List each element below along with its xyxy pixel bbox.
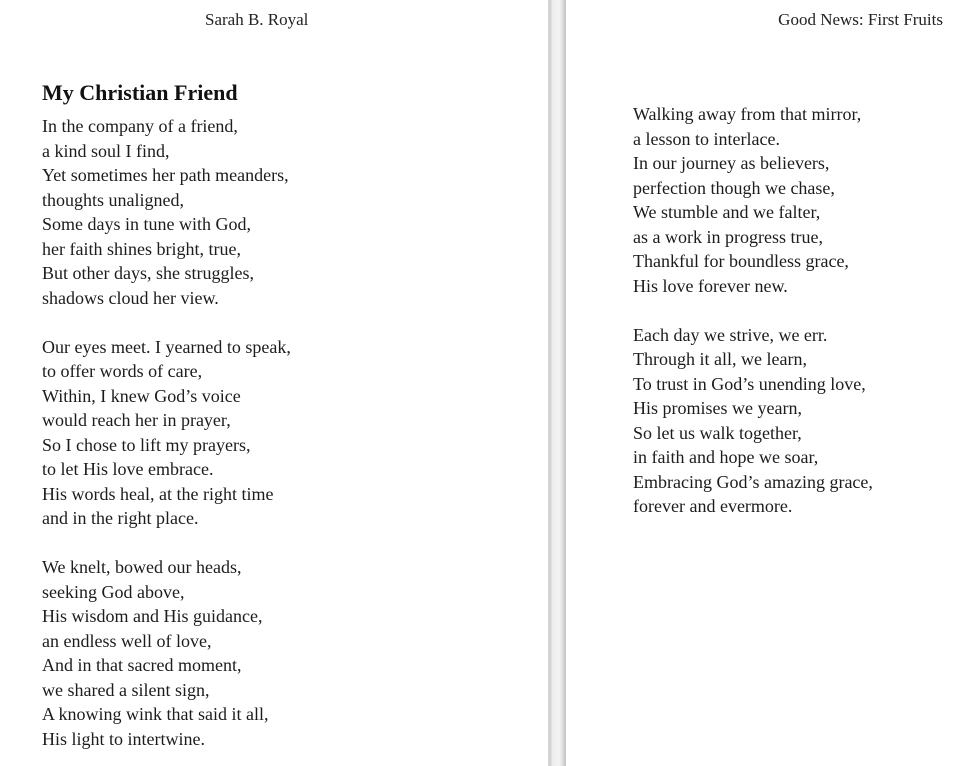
- poem-line: perfection though we chase,: [633, 177, 835, 198]
- stanza: [42, 555, 291, 751]
- poem-body-left: [42, 114, 291, 766]
- poem-line: a kind soul I find,: [42, 140, 170, 161]
- poem-line: His words heal, at the right time: [42, 483, 274, 504]
- stanza: [42, 114, 291, 310]
- poem-line: Some days in tune with God,: [42, 214, 251, 234]
- poem-line: to offer words of care,: [42, 361, 203, 381]
- poem-line: Yet sometimes her path meanders,: [42, 165, 289, 185]
- poem-line: and in the right place.: [42, 508, 199, 528]
- poem-line: We stumble and we falter,: [633, 202, 821, 222]
- poem-line: a lesson to interlace.: [633, 128, 780, 149]
- book-spine-gutter: [548, 0, 566, 766]
- poem-line: in faith and hope we soar,: [633, 447, 819, 467]
- poem-line: In our journey as believers,: [633, 153, 830, 173]
- poem-line: Each day we strive, we err.: [633, 324, 828, 345]
- poem-line: So I chose to lift my prayers,: [42, 434, 251, 455]
- poem-line: an endless well of love,: [42, 630, 212, 651]
- book-title-running-head: Good News: First Fruits: [778, 10, 943, 29]
- poem-line: So let us walk together,: [633, 422, 802, 443]
- poem-line: Through it all, we learn,: [633, 349, 807, 369]
- poem-line: would reach her in prayer,: [42, 410, 231, 430]
- poem-line: A knowing wink that said it all,: [42, 704, 269, 724]
- poem-line: thoughts unaligned,: [42, 189, 184, 210]
- poem-line: To trust in God’s unending love,: [633, 373, 866, 394]
- poem-line: Thankful for boundless grace,: [633, 251, 849, 271]
- poem-line: Within, I knew God’s voice: [42, 385, 241, 406]
- right-page: [566, 0, 966, 766]
- stanza: [633, 323, 873, 519]
- stanza: [42, 335, 291, 531]
- poem-line: In the company of a friend,: [42, 116, 238, 136]
- author-running-head: Sarah B. Royal: [205, 10, 309, 29]
- poem-line: But other days, she struggles,: [42, 263, 254, 283]
- poem-line: We knelt, bowed our heads,: [42, 557, 242, 577]
- poem-line: His light to intertwine.: [42, 728, 205, 749]
- poem-line: His promises we yearn,: [633, 398, 802, 418]
- stanza: [633, 102, 873, 298]
- poem-line: Our eyes meet. I yearned to speak,: [42, 336, 291, 357]
- poem-line: forever and evermore.: [633, 496, 793, 516]
- poem-line: we shared a silent sign,: [42, 679, 210, 700]
- poem-line: His wisdom and His guidance,: [42, 606, 263, 626]
- poem-line: to let His love embrace.: [42, 459, 214, 479]
- poem-title: My Christian Friend: [42, 80, 238, 105]
- poem-line: And in that sacred moment,: [42, 655, 242, 675]
- poem-line: seeking God above,: [42, 581, 185, 602]
- poem-line: Embracing God’s amazing grace,: [633, 471, 873, 492]
- poem-line: as a work in progress true,: [633, 226, 823, 247]
- poem-line: His love forever new.: [633, 275, 788, 296]
- poem-line: shadows cloud her view.: [42, 287, 219, 308]
- poem-line: her faith shines bright, true,: [42, 238, 241, 259]
- poem-line: Walking away from that mirror,: [633, 104, 862, 124]
- poem-body-right: [633, 102, 873, 543]
